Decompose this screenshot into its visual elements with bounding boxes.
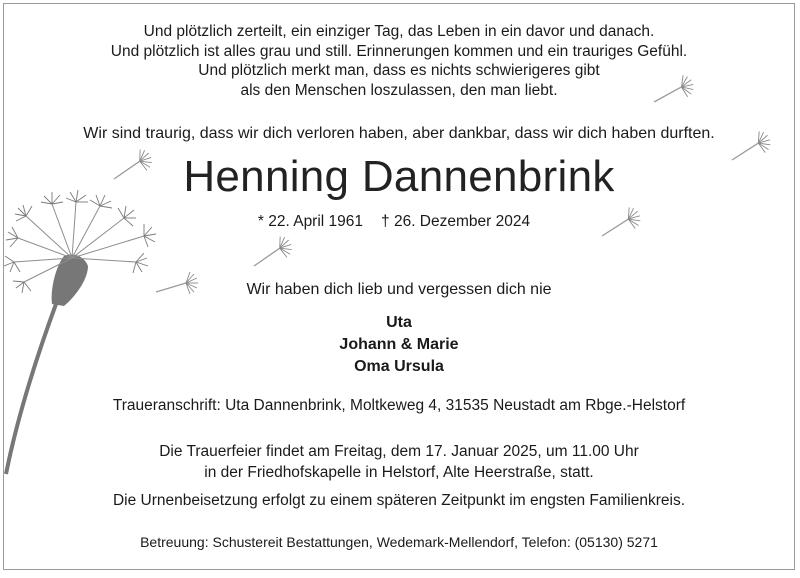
obituary-card xyxy=(3,3,795,570)
poem-line: Und plötzlich ist alles grau und still. Erinnerungen kommen und ein trauriges Gefühl. xyxy=(110,42,688,60)
poem-line: Und plötzlich merkt man, dass es nichts schwierigeres gibt xyxy=(198,62,600,79)
mourners-list xyxy=(4,312,794,378)
service-line: Die Trauerfeier findet am Freitag, dem 17. Januar 2025, um 11.00 Uhr xyxy=(159,443,639,460)
mourning-address: Traueranschrift: Uta Dannenbrink, Moltkeweg 4, 31535 Neustadt am Rbge.-Helstorf xyxy=(112,397,686,414)
poem-line: als den Menschen loszulassen, den man liebt. xyxy=(240,81,558,99)
death-date: † 26. Dezember 2024 xyxy=(381,213,531,230)
mourner-name: Uta xyxy=(386,314,412,331)
service-info xyxy=(4,441,794,483)
deceased-name: Henning Dannenbrink xyxy=(183,152,615,201)
mourner-name: Oma Ursula xyxy=(354,358,444,375)
funeral-home-info: Betreuung: Schustereit Bestattungen, Wedemark-Mellendorf, Telefon: (05130) 5271 xyxy=(140,534,658,550)
birth-date: * 22. April 1961 xyxy=(257,213,364,230)
poem-line: Und plötzlich zerteilt, ein einziger Tag, das Leben in ein davor und danach. xyxy=(143,23,655,40)
poem xyxy=(4,22,794,100)
dandelion-seed-icon xyxy=(248,234,295,268)
service-line: in der Friedhofskapelle in Helstorf, Alte Heerstraße, statt. xyxy=(204,464,594,481)
life-dates xyxy=(3,213,794,231)
intro-text: Wir sind traurig, dass wir dich verloren haben, aber dankbar, dass wir dich haben durften. xyxy=(83,125,715,142)
mourner-name: Johann & Marie xyxy=(339,336,459,353)
motto-text: Wir haben dich lieb und vergessen dich nie xyxy=(246,281,552,298)
urn-burial-info: Die Urnenbeisetzung erfolgt zu einem späteren Zeitpunkt im engsten Familienkreis. xyxy=(112,492,686,509)
